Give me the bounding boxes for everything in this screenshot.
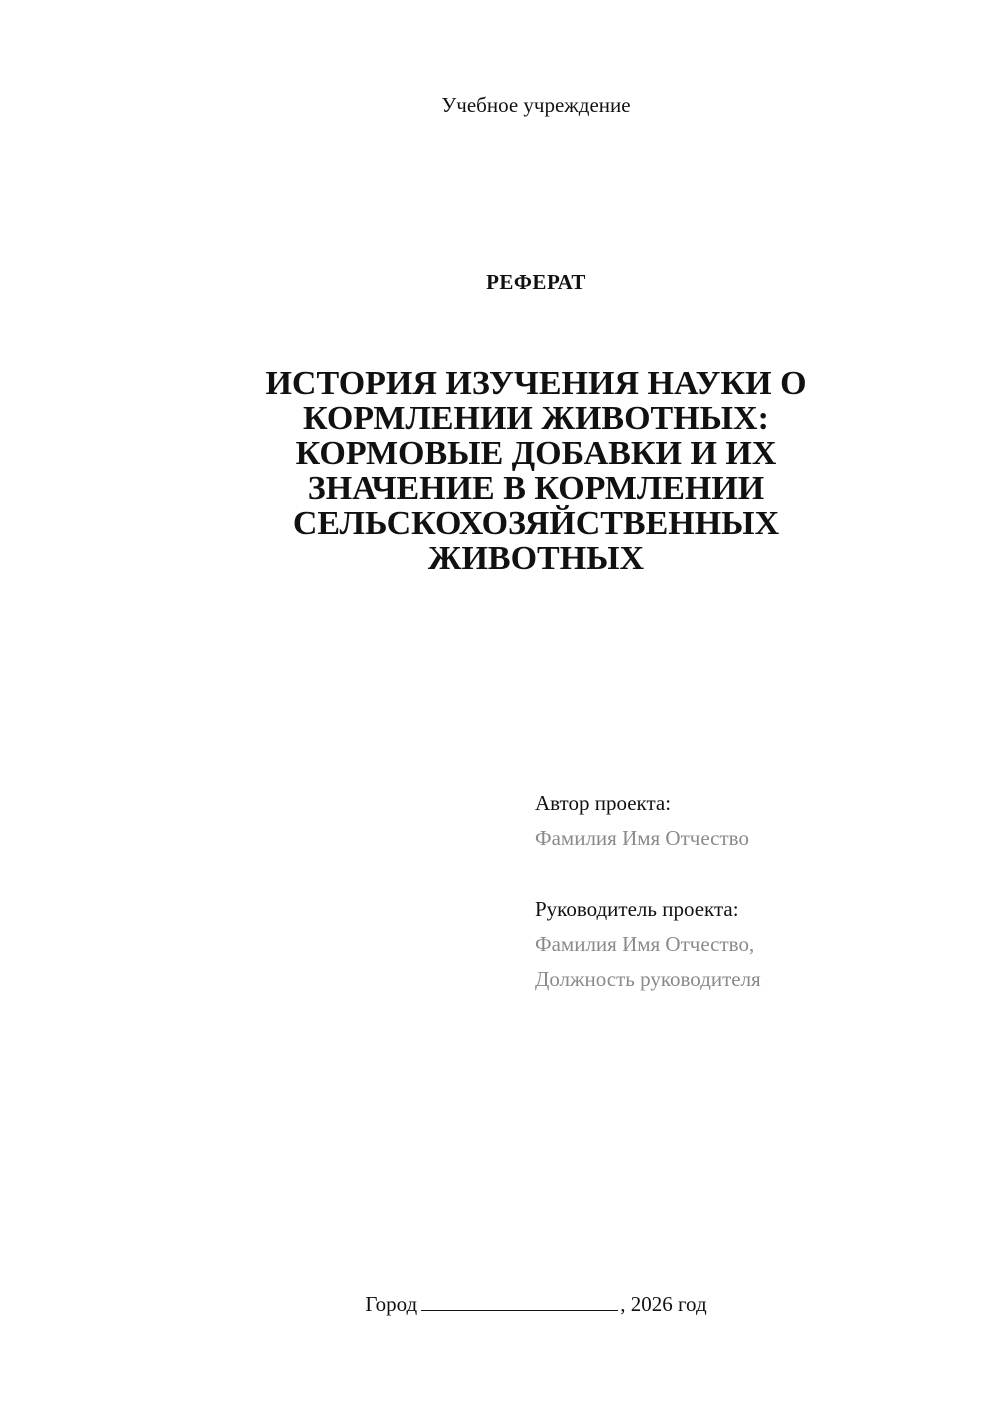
author-label: Автор проекта: xyxy=(535,791,672,815)
supervisor-label: Руководитель проекта: xyxy=(535,897,739,921)
document-type: РЕФЕРАТ xyxy=(486,270,586,294)
credits-block xyxy=(535,786,975,997)
city-blank-line xyxy=(421,1290,618,1311)
city-year-line xyxy=(0,1290,1000,1318)
document-title: ИСТОРИЯ ИЗУЧЕНИЯ НАУКИ О КОРМЛЕНИИ ЖИВОТНЫХ: КОРМОВЫЕ ДОБАВКИ И ИХ ЗНАЧЕНИЕ В КОРМЛЕНИИ СЕЛЬСКОХОЗЯЙСТВЕННЫХ ЖИВОТНЫХ xyxy=(265,365,807,577)
author-name: Фамилия Имя Отчество xyxy=(535,826,749,850)
institution-name: Учебное учреждение xyxy=(441,93,631,117)
city-label: Город xyxy=(365,1292,418,1316)
supervisor-name: Фамилия Имя Отчество, xyxy=(535,932,755,956)
year-text: , 2026 год xyxy=(620,1292,707,1316)
supervisor-position: Должность руководителя xyxy=(535,967,761,991)
credits-spacer xyxy=(535,856,975,892)
